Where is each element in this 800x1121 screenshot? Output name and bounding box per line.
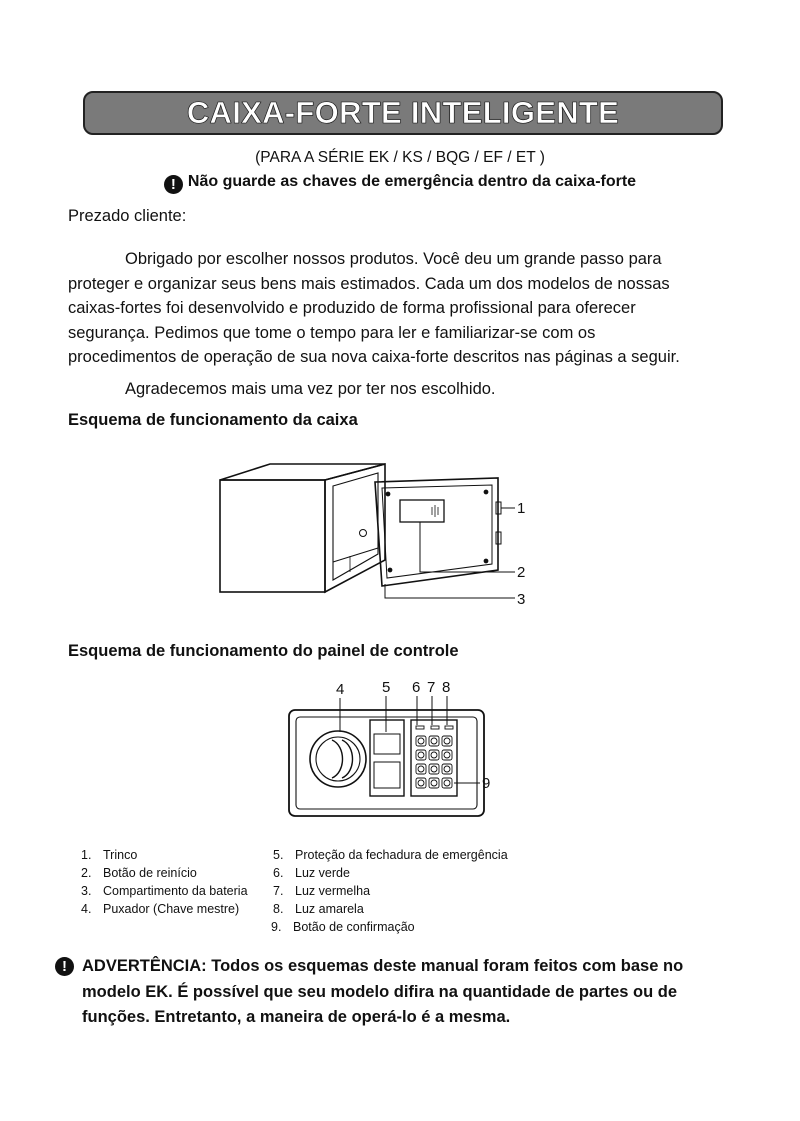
control-panel-diagram (280, 672, 510, 832)
legend-left (81, 846, 248, 918)
keypad-button (429, 736, 439, 746)
keypad-button (429, 764, 439, 774)
keypad-button (429, 778, 439, 788)
keypad-button (442, 764, 452, 774)
knob-handle (310, 731, 366, 787)
safe-box-diagram (210, 458, 550, 618)
page-title: CAIXA-FORTE INTELIGENTE (186, 95, 620, 130)
legend-item: 2. Botão de reinício (81, 866, 197, 880)
keypad-button-face (418, 766, 424, 772)
keys-warning-text: Não guarde as chaves de emergência dentro da caixa-forte (187, 173, 637, 190)
legend-right (273, 846, 508, 936)
legend-item: 7. Luz vermelha (273, 884, 371, 898)
exclamation-circle-icon: ! (164, 175, 183, 194)
keypad-button (442, 750, 452, 760)
legend-item: 1. Trinco (81, 848, 138, 862)
safe-interior (333, 473, 378, 580)
safe-body-front (220, 480, 325, 592)
legend-item: 8. Luz amarela (273, 902, 364, 916)
keypad-button-face (431, 738, 437, 744)
safe-body-side (325, 464, 385, 592)
exclamation-circle-icon: ! (55, 957, 74, 976)
greeting: Prezado cliente: (68, 207, 187, 225)
legend-item: 6. Luz verde (273, 866, 350, 880)
keypad-button-face (444, 766, 450, 772)
keypad-button (429, 750, 439, 760)
keypad-button (416, 778, 426, 788)
keypad-button (442, 778, 452, 788)
box-diagram-heading: Esquema de funcionamento da caixa (68, 411, 358, 429)
green-light (416, 726, 424, 729)
intro-line: segurança. Pedimos que tome o tempo para ler e familiarizar-se com os (68, 323, 596, 342)
panel-diagram-heading: Esquema de funcionamento do painel de controle (68, 642, 459, 660)
legend-item: 3. Compartimento da bateria (81, 884, 248, 898)
keypad-button-face (431, 766, 437, 772)
intro-line: procedimentos de operação de sua nova caixa-forte descritos nas páginas a seguir. (68, 348, 680, 366)
title-banner (83, 91, 723, 135)
callout-9: 9 (482, 775, 491, 792)
callout-3: 3 (517, 591, 526, 608)
model-warning (55, 954, 755, 1031)
legend-item: 9. Botão de confirmação (271, 920, 415, 934)
battery-compartment (400, 500, 444, 522)
keypad-button-face (431, 780, 437, 786)
keys-warning (0, 173, 800, 194)
keypad-button-face (431, 752, 437, 758)
keypad-button (442, 736, 452, 746)
keypad-button-face (418, 752, 424, 758)
callout-1: 1 (517, 500, 526, 517)
keypad-button-face (444, 780, 450, 786)
emergency-lock-cover (370, 720, 404, 796)
keypad-button-face (418, 738, 424, 744)
callout-4: 4 (336, 681, 345, 698)
legend-item: 4. Puxador (Chave mestre) (81, 902, 240, 916)
legend-item: 5. Proteção da fechadura de emergência (273, 848, 508, 862)
keypad-button (416, 764, 426, 774)
hinge (360, 530, 367, 537)
keypad-button-face (444, 752, 450, 758)
keypad-button (416, 736, 426, 746)
intro-line: Obrigado por escolher nossos produtos. Você deu um grande passo para (125, 250, 662, 268)
safe-door (375, 478, 498, 586)
callout-5: 5 (382, 679, 391, 696)
red-light (431, 726, 439, 729)
callout-6: 6 (412, 679, 421, 696)
callout-2: 2 (517, 564, 526, 581)
series-subtitle: (PARA A SÉRIE EK / KS / BQG / EF / ET ) (255, 149, 545, 166)
callout-7: 7 (427, 679, 436, 696)
callout-8: 8 (442, 679, 451, 696)
keypad-button-face (418, 780, 424, 786)
thanks-line: Agradecemos mais uma vez por ter nos escolhido. (125, 380, 496, 398)
keypad-button-face (444, 738, 450, 744)
keypad-button (416, 750, 426, 760)
model-warning-text: ADVERTÊNCIA: Todos os esquemas deste manual foram feitos com base no modelo EK. É possível que seu modelo difira na quantidade de partes ou de funções. Entretanto, a maneira de operá-lo é a mesma. (82, 957, 684, 1026)
yellow-light (445, 726, 453, 729)
intro-paragraph (68, 247, 738, 370)
intro-line: caixas-fortes foi desenvolvido e produzido de forma profissional para oferecer (68, 299, 636, 317)
intro-line: proteger e organizar seus bens mais estimados. Cada um dos modelos de nossas (68, 274, 670, 293)
